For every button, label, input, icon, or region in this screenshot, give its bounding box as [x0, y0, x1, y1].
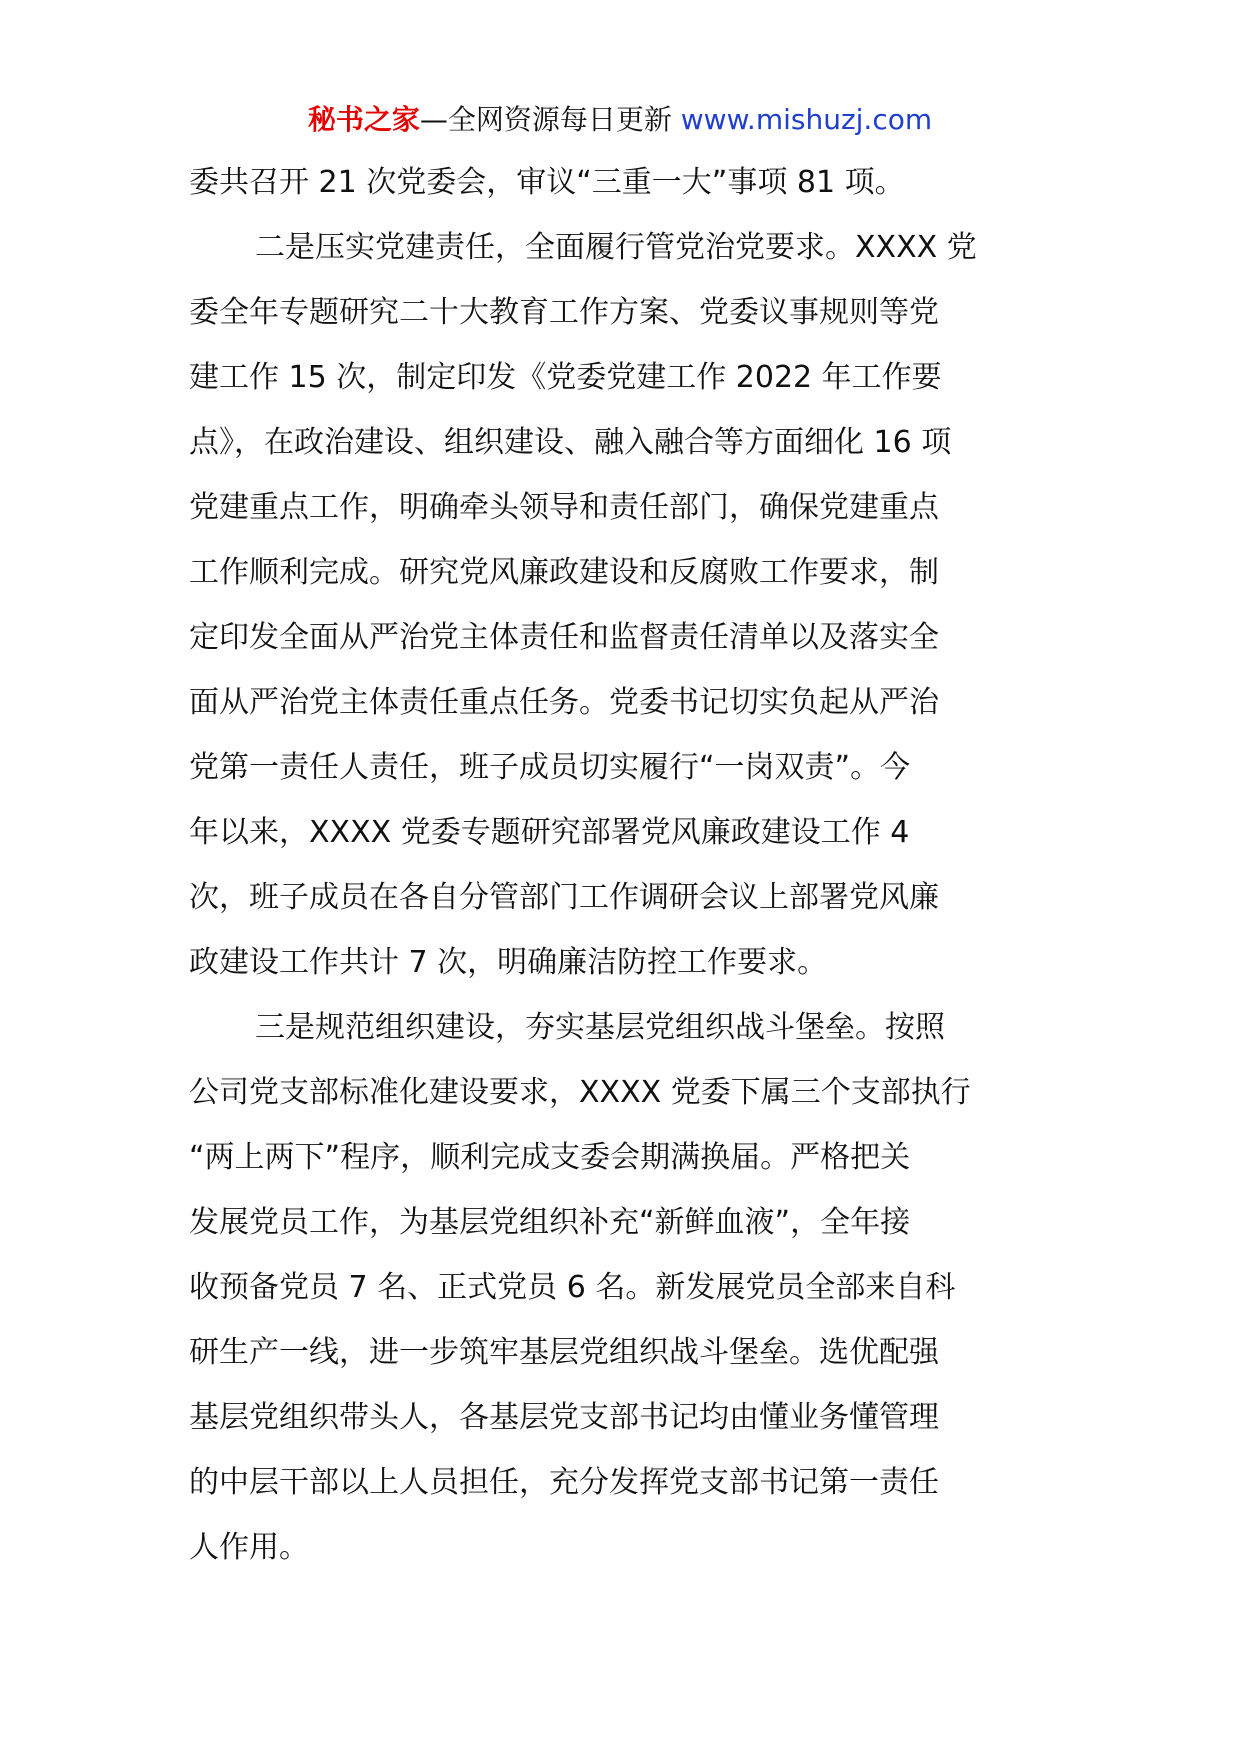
text-line: 研生产一线，进一步筑牢基层党组织战斗堡垒。选优配强	[189, 1335, 939, 1370]
paragraph-start-line: 二是压实党建责任，全面履行管党治党要求。XXXX 党	[255, 230, 977, 265]
text-line: 定印发全面从严治党主体责任和监督责任清单以及落实全	[189, 620, 939, 655]
text-line: 收预备党员 7 名、正式党员 6 名。新发展党员全部来自科	[189, 1270, 956, 1305]
text-line: “两上两下”程序，顺利完成支委会期满换届。严格把关	[189, 1140, 911, 1175]
text-line: 人作用。	[189, 1530, 309, 1565]
text-line: 发展党员工作，为基层党组织补充“新鲜血液”，全年接	[189, 1205, 911, 1240]
text-line: 委全年专题研究二十大教育工作方案、党委议事规则等党	[189, 295, 939, 330]
document-body	[189, 150, 1059, 1580]
text-line: 基层党组织带头人，各基层党支部书记均由懂业务懂管理	[189, 1400, 939, 1435]
text-line: 政建设工作共计 7 次，明确廉洁防控工作要求。	[189, 945, 828, 980]
site-url-link[interactable]: www.mishuzj.com	[680, 103, 933, 136]
text-line: 公司党支部标准化建设要求，XXXX 党委下属三个支部执行	[189, 1075, 971, 1110]
text-line: 点》，在政治建设、组织建设、融入融合等方面细化 16 项	[189, 425, 952, 460]
text-line: 建工作 15 次，制定印发《党委党建工作 2022 年工作要	[189, 360, 942, 395]
header-tagline: —全网资源每日更新	[419, 103, 681, 136]
paragraph-start-line: 三是规范组织建设，夯实基层党组织战斗堡垒。按照	[255, 1010, 945, 1045]
text-line: 党第一责任人责任，班子成员切实履行“一岗双责”。今	[189, 750, 911, 785]
text-line: 次，班子成员在各自分管部门工作调研会议上部署党风廉	[189, 880, 939, 915]
brand-name: 秘书之家	[307, 103, 420, 136]
site-header	[0, 100, 1240, 140]
text-line: 面从严治党主体责任重点任务。党委书记切实负起从严治	[189, 685, 939, 720]
text-line: 党建重点工作，明确牵头领导和责任部门，确保党建重点	[189, 490, 939, 525]
text-line: 委共召开 21 次党委会，审议“三重一大”事项 81 项。	[189, 165, 905, 200]
text-line: 年以来，XXXX 党委专题研究部署党风廉政建设工作 4	[189, 815, 910, 850]
text-line: 的中层干部以上人员担任，充分发挥党支部书记第一责任	[189, 1465, 939, 1500]
text-line: 工作顺利完成。研究党风廉政建设和反腐败工作要求，制	[189, 555, 939, 590]
